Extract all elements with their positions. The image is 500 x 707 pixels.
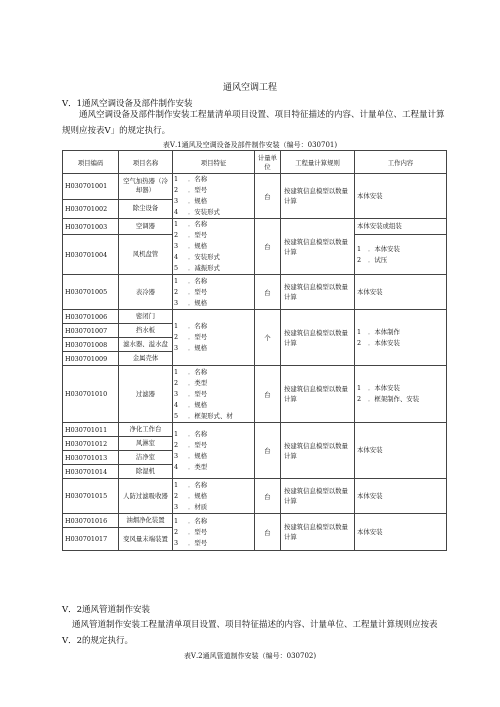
feature-dot: ． [188,264,195,272]
work-text: ．本体制作 [368,327,400,336]
unit: 台 [255,366,281,423]
unit: 个 [255,310,281,366]
work-number: 2 [357,338,362,347]
feature-number: 3 [174,197,179,205]
item-code: H030701008 [63,338,119,352]
feature-number: 1 [174,276,179,285]
item-name: 人防过滤吸收器 [119,479,173,514]
feature-number: 1 [174,367,179,376]
feature-dot: ． [188,400,195,409]
table-row [63,310,447,324]
item-name: 空气加热器（冷却器） [119,174,173,200]
feature-text: 名称 [194,220,208,228]
work-content [355,423,447,479]
feature-dot: ． [188,242,195,250]
work-line [357,221,444,232]
feature-line [173,389,254,400]
item-code: H030701002 [63,199,119,218]
item-name: 风淋室 [119,437,173,451]
feature-dot: ． [188,253,195,261]
item-code: H030701004 [63,235,119,275]
feature-dot: ． [188,429,195,438]
feature-line [173,400,254,411]
header-work: 工作内容 [355,151,447,174]
feature-number: 2 [174,491,179,500]
item-code: H030701001 [63,174,119,200]
feature-text: 规格 [194,491,208,500]
feature-line [173,367,254,378]
feature-text: 框架形式、材 [194,411,233,420]
item-name: 油烟净化装置 [119,514,173,528]
feature-number: 1 [174,429,179,438]
feature-dot: ． [188,480,195,489]
feature-dot: ． [188,367,195,376]
table-1-caption: 表Ⅴ.1通风及空调设备及部件制作安装（编号：030701) [162,141,338,149]
table-2-caption: 表Ⅴ.2通风管道制作安装（编号：030702) [183,652,317,660]
feature-text: 安装形式 [194,253,220,261]
feature-text: 名称 [194,276,208,285]
feature-line [173,440,254,451]
feature-line [173,207,254,218]
work-content [355,275,447,310]
feature-text: 规格 [194,242,208,250]
header-unit: 计量单位 [255,151,281,174]
work-line [357,287,444,298]
work-text: ．框架制作、安装 [368,395,420,403]
calc-rule: 按建筑信息模型以数量计算 [281,479,355,514]
feature-list [173,366,255,423]
header-features: 项目特征 [173,151,255,174]
feature-text: 型号 [194,538,208,547]
feature-text: 名称 [194,322,208,330]
feature-number: 4 [174,400,179,409]
feature-number: 3 [174,502,179,511]
feature-text: 型号 [194,527,208,536]
feature-dot: ． [188,208,195,216]
feature-line [173,516,254,527]
feature-text: 类型 [194,462,208,471]
feature-list [173,479,255,514]
work-text: ．本体安装 [368,244,400,253]
table-row [63,514,447,528]
equipment-table [62,150,447,551]
feature-line [173,241,254,252]
document-title: 通风空调工程 [222,83,277,93]
item-name: 洁净室 [119,451,173,465]
feature-line [173,230,254,241]
unit: 台 [255,174,281,219]
feature-line [173,429,254,440]
section-2-paragraph-line-1: 通风管道制作安装工程量清单项目设置、项目特征描述的内容、计量单位、工程量计算规则应按表 [72,620,438,630]
work-text: 本体安装 [357,287,383,296]
feature-number: 2 [174,287,179,296]
section-1-paragraph: 通风空调设备及部件制作安装工程量清单项目设置、项目特征描述的内容、计量单位、工程量计算规则应按表Ⅴ」的规定执行。 [62,110,445,136]
feature-line [173,378,254,389]
item-code: H030701007 [63,324,119,338]
item-name: 风机盘管 [119,235,173,275]
feature-dot: ． [188,451,195,460]
feature-text: 名称 [194,175,208,183]
feature-text: 减振形式 [194,264,220,272]
feature-text: 类型 [194,378,208,387]
feature-text: 型号 [194,231,208,239]
work-line [357,491,444,502]
feature-line [173,321,254,332]
feature-text: 型号 [194,440,208,449]
feature-number: 3 [174,451,179,460]
feature-line [173,343,254,354]
feature-dot: ． [188,527,195,536]
calc-rule: 按建筑信息模型以数量计算 [281,219,355,275]
work-line [357,383,444,394]
feature-dot: ． [188,516,195,525]
feature-line [173,538,254,549]
header-code: 项目编码 [63,151,119,174]
item-name: 挡水板 [119,324,173,338]
feature-text: 规格 [194,400,208,409]
work-number: 1 [357,327,362,336]
feature-dot: ． [188,322,195,330]
feature-number: 5 [174,264,179,272]
item-code: H030701003 [63,219,119,235]
feature-list [173,423,255,479]
item-name: 过滤器 [119,366,173,423]
work-number: 1 [357,384,362,392]
feature-dot: ． [188,502,195,511]
feature-line [173,411,254,422]
item-code: H030701015 [63,479,119,514]
feature-text: 名称 [194,429,208,438]
work-text: 本体安装或组装 [357,222,402,230]
feature-line [173,263,254,274]
work-line [357,255,444,266]
feature-dot: ． [188,491,195,500]
feature-number: 2 [174,527,179,536]
item-code: H030701010 [63,366,119,423]
feature-text: 安装形式 [194,208,220,216]
table-row [63,219,447,235]
work-content [355,479,447,514]
item-code: H030701017 [63,528,119,551]
section-1-heading: Ⅴ．1通风空调设备及部件制作安装 [62,99,193,109]
feature-number: 2 [174,231,179,239]
unit: 台 [255,423,281,479]
feature-list [173,275,255,310]
feature-number: 4 [174,253,179,261]
feature-dot: ． [188,344,195,352]
work-number: 2 [357,395,362,403]
feature-line [173,491,254,502]
work-text: 本体安装 [357,446,383,454]
table-row [63,479,447,514]
feature-dot: ． [188,276,195,285]
work-text: 本体安装 [357,527,383,536]
feature-number: 1 [174,220,179,228]
feature-dot: ． [188,378,195,387]
item-name: 滤水器、溢水盘 [119,338,173,352]
unit: 台 [255,275,281,310]
feature-dot: ． [188,175,195,183]
feature-number: 3 [174,242,179,250]
calc-rule: 按建筑信息模型以数量计算 [281,514,355,551]
feature-dot: ． [188,440,195,449]
item-code: H030701012 [63,437,119,451]
feature-text: 型号 [194,389,208,398]
feature-line [173,502,254,513]
feature-number: 4 [174,462,179,471]
feature-number: 1 [174,516,179,525]
work-content [355,235,447,275]
work-text: 本体安装 [357,191,383,200]
item-name: 除湿机 [119,465,173,479]
calc-rule: 按建筑信息模型以数量计算 [281,310,355,366]
item-code: H030701013 [63,451,119,465]
feature-number: 4 [174,208,179,216]
work-line [357,527,444,538]
calc-rule: 按建筑信息模型以数量计算 [281,174,355,219]
work-line [357,244,444,255]
work-text: ．本体安装 [368,338,400,347]
item-name: 表冷器 [119,275,173,310]
feature-dot: ． [188,287,195,296]
unit: 台 [255,479,281,514]
section-2-paragraph-line-2: Ⅴ．2的规定执行。 [62,636,134,646]
feature-line [173,252,254,263]
work-line [357,327,444,338]
feature-list [173,174,255,219]
work-content [355,219,447,235]
calc-rule: 按建筑信息模型以数量计算 [281,366,355,423]
feature-line [173,287,254,298]
feature-text: 名称 [194,516,208,525]
item-name: 净化工作台 [119,423,173,437]
feature-line [173,185,254,196]
feature-dot: ． [188,220,195,228]
feature-text: 名称 [194,480,208,489]
item-code: H030701009 [63,352,119,366]
feature-number: 3 [174,298,179,307]
feature-dot: ． [188,186,195,194]
item-name: 变风量末端装置 [119,528,173,551]
feature-dot: ． [188,298,195,307]
work-number: 2 [357,255,362,264]
feature-line [173,462,254,473]
table-row [63,423,447,437]
feature-number: 2 [174,440,179,449]
feature-line [173,451,254,462]
item-name: 密闭门 [119,310,173,324]
calc-rule: 按建筑信息模型以数量计算 [281,275,355,310]
feature-dot: ． [188,462,195,471]
work-text: ．本体安装 [368,384,400,392]
feature-number: 1 [174,175,179,183]
feature-line [173,480,254,491]
feature-list [173,514,255,551]
feature-list [173,310,255,366]
header-name: 项目名称 [119,151,173,174]
feature-dot: ． [188,538,195,547]
feature-number: 2 [174,333,179,341]
feature-dot: ． [188,389,195,398]
item-name: 金属壳体 [119,352,173,366]
feature-number: 1 [174,480,179,489]
feature-number: 2 [174,186,179,194]
feature-text: 规格 [194,298,208,307]
work-content [355,514,447,551]
feature-number: 5 [174,411,179,420]
work-number: 1 [357,244,362,253]
table-row [63,366,447,423]
item-code: H030701006 [63,310,119,324]
section-2-heading: Ⅴ．2通风管道制作安装 [62,605,151,615]
table-row [63,275,447,310]
feature-text: 规格 [194,197,208,205]
item-code: H030701014 [63,465,119,479]
feature-dot: ． [188,197,195,205]
feature-text: 规格 [194,451,208,460]
feature-number: 3 [174,538,179,547]
feature-dot: ． [188,231,195,239]
unit: 台 [255,514,281,551]
feature-dot: ． [188,411,195,420]
unit: 台 [255,219,281,275]
feature-line [173,276,254,287]
item-name: 除尘设备 [119,199,173,218]
table-row [63,174,447,200]
work-line [357,394,444,405]
feature-line [173,219,254,230]
work-content [355,366,447,423]
feature-dot: ． [188,333,195,341]
calc-rule: 按建筑信息模型以数量计算 [281,423,355,479]
feature-line [173,174,254,185]
feature-text: 规格 [194,344,208,352]
table-header-row [63,151,447,174]
feature-text: 型号 [194,333,208,341]
feature-text: 材质 [194,502,208,511]
item-name: 空调器 [119,219,173,235]
work-text: ．试压 [368,255,388,264]
item-code: H030701005 [63,275,119,310]
feature-number: 1 [174,322,179,330]
feature-list [173,219,255,275]
feature-number: 2 [174,378,179,387]
feature-number: 3 [174,344,179,352]
work-content [355,310,447,366]
item-code: H030701016 [63,514,119,528]
work-content [355,174,447,219]
feature-line [173,332,254,343]
feature-text: 型号 [194,186,208,194]
work-line [357,338,444,349]
feature-number: 3 [174,389,179,398]
work-text: 本体安装 [357,491,383,500]
feature-line [173,298,254,309]
feature-text: 型号 [194,287,208,296]
work-line [357,191,444,202]
feature-text: 名称 [194,367,208,376]
item-code: H030701011 [63,423,119,437]
work-line [357,445,444,456]
feature-line [173,527,254,538]
feature-line [173,196,254,207]
header-rule: 工程量计算规则 [281,151,355,174]
